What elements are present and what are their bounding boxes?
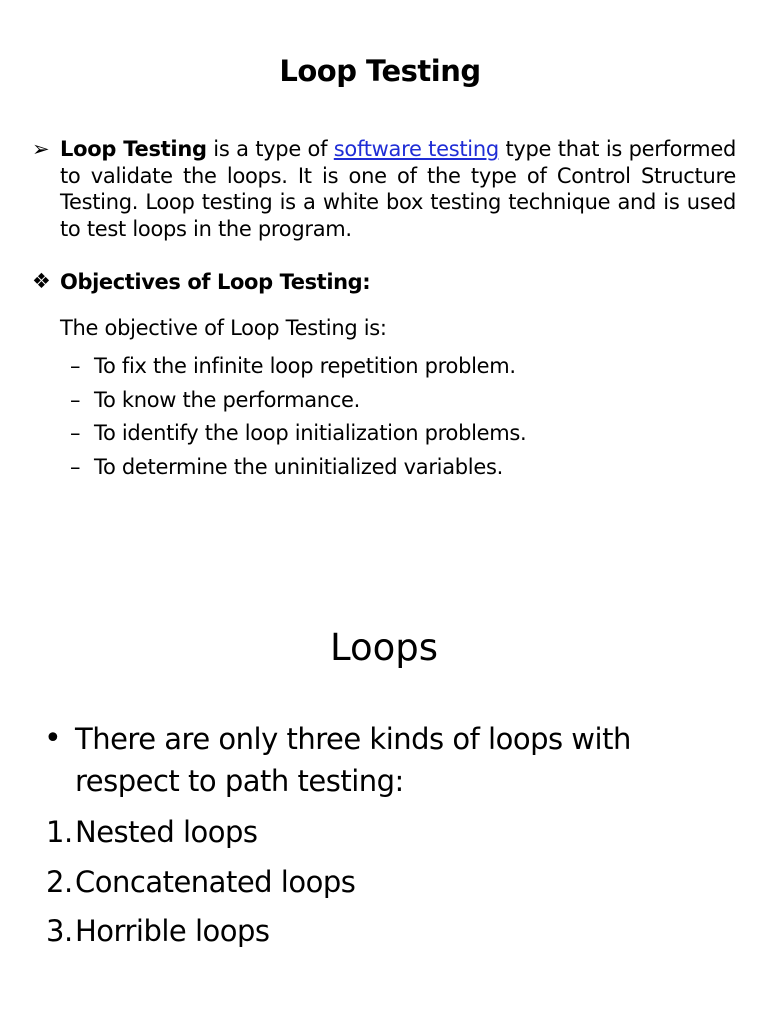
diamond-bullet-icon: ❖ (32, 269, 51, 293)
bold-term: Loop Testing (60, 137, 207, 161)
list-item (70, 350, 526, 384)
list-text: Horrible loops (75, 914, 270, 948)
loop-testing-paragraph (60, 136, 736, 242)
slide-title: Loops (329, 626, 438, 669)
arrow-bullet-icon: ➢ (32, 137, 50, 161)
objective-text: To determine the uninitialized variables. (94, 454, 503, 479)
objective-text: To identify the loop initialization problems. (94, 421, 527, 445)
list-text: Concatenated loops (75, 864, 356, 899)
loop-kinds-list (46, 808, 355, 957)
dash-icon: – (70, 454, 81, 479)
bullet-text: There are only three kinds of loops with respect to path testing: (75, 722, 631, 798)
objective-text: To fix the infinite loop repetition problem. (94, 354, 516, 378)
list-item (70, 384, 526, 418)
list-number: 1. (46, 815, 73, 849)
list-number: 3. (46, 914, 73, 948)
dash-icon: – (70, 387, 81, 412)
list-item (46, 858, 355, 908)
objective-text: To know the performance. (94, 387, 361, 412)
objectives-intro: The objective of Loop Testing is: (60, 316, 387, 340)
list-item (70, 417, 526, 451)
list-item (46, 907, 355, 957)
bullet-dot-icon: • (44, 721, 62, 756)
list-item (46, 808, 355, 858)
list-number: 2. (46, 864, 73, 899)
objectives-heading: Objectives of Loop Testing: (60, 270, 371, 294)
list-text: Nested loops (75, 815, 258, 849)
objectives-list (70, 350, 526, 484)
text-before-link: is a type of (206, 137, 334, 161)
list-item (70, 451, 526, 485)
dash-icon: – (70, 421, 81, 445)
software-testing-link[interactable]: software testing (333, 137, 499, 161)
dash-icon: – (70, 354, 81, 378)
slide-title: Loop Testing (279, 54, 481, 88)
text-after-link: type that is performed to validate the loops. It is one of the type of Control Structure Testing. Loop testing is a white box testing technique and is used to test loops in the program. (60, 137, 736, 241)
